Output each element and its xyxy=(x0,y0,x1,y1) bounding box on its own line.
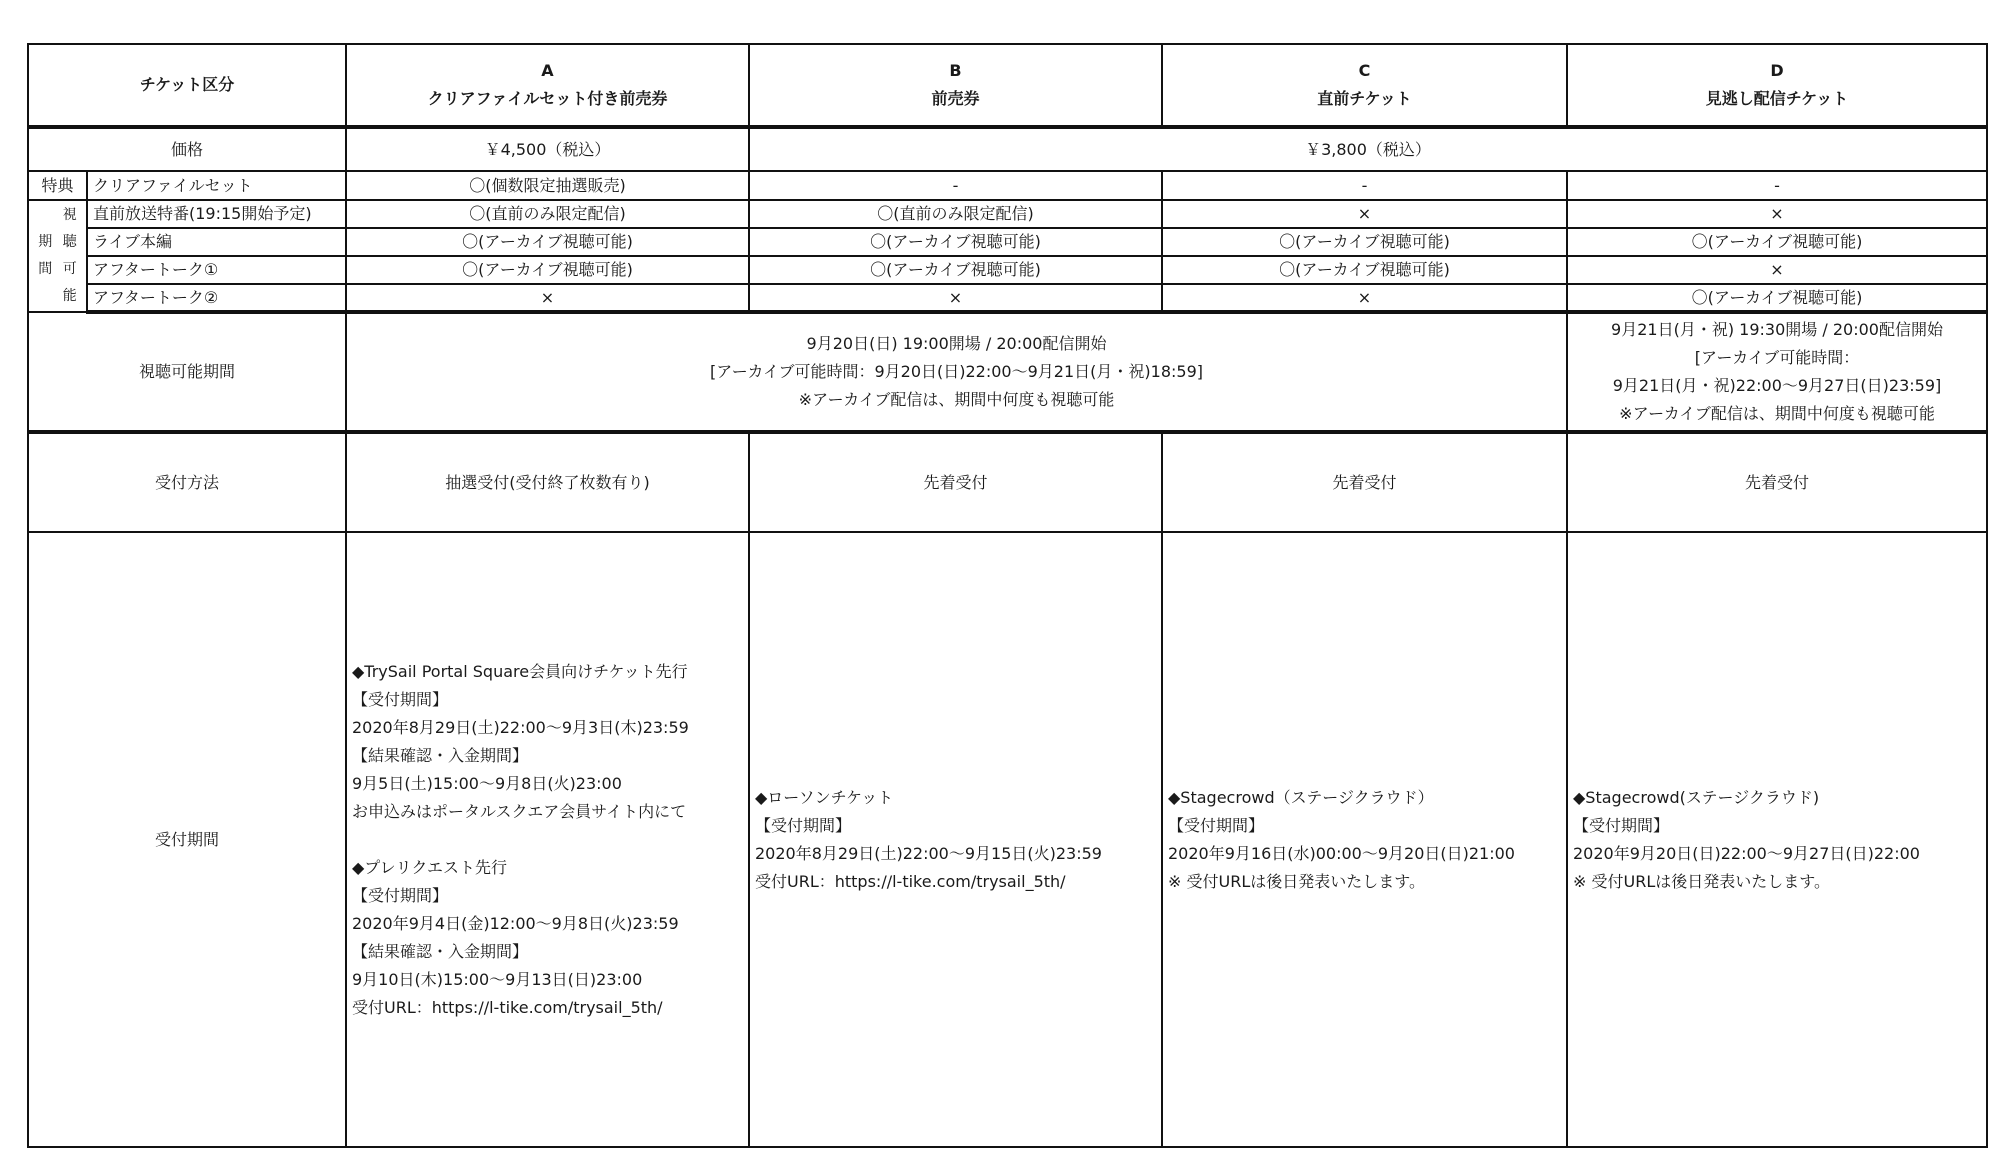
viewable-a: 〇(直前のみ限定配信) xyxy=(346,200,749,228)
bonus-c: - xyxy=(1162,171,1567,200)
header-col-b-letter: B xyxy=(949,61,962,80)
viewable-c: 〇(アーカイブ視聴可能) xyxy=(1162,228,1567,256)
reception-d-line: ◆Stagecrowd(ステージクラウド) xyxy=(1573,787,1820,807)
viewable-d: 〇(アーカイブ視聴可能) xyxy=(1567,284,1987,312)
reception-a-spacer xyxy=(352,826,748,854)
reception-d xyxy=(1567,532,1987,1147)
viewable-b: 〇(アーカイブ視聴可能) xyxy=(749,256,1162,284)
viewable-group-label xyxy=(28,200,87,312)
period-abc-line: 9月20日(日) 19:00開場 / 20:00配信開始 xyxy=(806,334,1107,353)
reception-a-line: 2020年9月4日(金)12:00～9月8日(火)23:59 xyxy=(352,913,679,933)
header-col-d-name: 見逃し配信チケット xyxy=(1705,89,1849,108)
viewable-c: × xyxy=(1162,284,1567,312)
period-row xyxy=(28,312,1987,432)
reception-d-line: 【受付期間】 xyxy=(1573,815,1670,835)
period-abc xyxy=(346,312,1567,432)
reception-a-line: ◆TrySail Portal Square会員向けチケット先行 xyxy=(352,661,688,681)
period-d-line: ※アーカイブ配信は、期間中何度も視聴可能 xyxy=(1619,404,1935,423)
bonus-group-label: 特典 xyxy=(28,171,87,200)
reception-a-line: 受付URL：https://l-tike.com/trysail_5th/ xyxy=(352,997,663,1017)
header-col-a-name: クリアファイルセット付き前売券 xyxy=(427,89,668,108)
reception-a-line: 【結果確認・入金期間】 xyxy=(352,745,529,765)
header-category: チケット区分 xyxy=(28,44,346,127)
method-d: 先着受付 xyxy=(1567,432,1987,532)
period-abc-line: ※アーカイブ配信は、期間中何度も視聴可能 xyxy=(798,390,1115,409)
header-col-c-name: 直前チケット xyxy=(1317,89,1412,108)
header-col-d xyxy=(1567,44,1987,127)
bonus-row xyxy=(28,171,1987,200)
viewable-row xyxy=(28,256,1987,284)
reception-a-line: 2020年8月29日(土)22:00～9月3日(木)23:59 xyxy=(352,717,689,737)
viewable-char-6: 能 xyxy=(62,287,77,304)
header-col-c xyxy=(1162,44,1567,127)
viewable-row xyxy=(28,284,1987,312)
reception-label: 受付期間 xyxy=(28,532,346,1147)
reception-a-line: 【結果確認・入金期間】 xyxy=(352,941,529,961)
viewable-char-4: 間 xyxy=(38,261,53,277)
viewable-b: 〇(直前のみ限定配信) xyxy=(749,200,1162,228)
reception-b-line: 【受付期間】 xyxy=(755,815,852,835)
bonus-item: クリアファイルセット xyxy=(87,171,346,200)
viewable-d: × xyxy=(1567,200,1987,228)
viewable-c: 〇(アーカイブ視聴可能) xyxy=(1162,256,1567,284)
viewable-char-1: 視 xyxy=(62,207,77,224)
bonus-d: - xyxy=(1567,171,1987,200)
method-row xyxy=(28,432,1987,532)
period-d-line: 9月21日(月・祝)22:00～9月27日(日)23:59] xyxy=(1612,376,1942,395)
viewable-row xyxy=(28,228,1987,256)
method-a: 抽選受付(受付終了枚数有り) xyxy=(346,432,749,532)
viewable-a: 〇(アーカイブ視聴可能) xyxy=(346,228,749,256)
period-label: 視聴可能期間 xyxy=(28,312,346,432)
reception-c-line: ◆Stagecrowd（ステージクラウド） xyxy=(1168,787,1434,807)
viewable-item: ライブ本編 xyxy=(87,228,346,256)
method-b: 先着受付 xyxy=(749,432,1162,532)
reception-c-line: ※ 受付URLは後日発表いたします。 xyxy=(1168,871,1425,891)
reception-b-line: 受付URL：https://l-tike.com/trysail_5th/ xyxy=(755,871,1066,891)
viewable-c: × xyxy=(1162,200,1567,228)
viewable-a: 〇(アーカイブ視聴可能) xyxy=(346,256,749,284)
viewable-b: × xyxy=(749,284,1162,312)
viewable-char-5: 可 xyxy=(62,261,77,277)
reception-c-line: 【受付期間】 xyxy=(1168,815,1265,835)
header-col-c-letter: C xyxy=(1358,61,1371,80)
period-abc-line: [アーカイブ可能時間：9月20日(日)22:00～9月21日(月・祝)18:59] xyxy=(710,362,1203,381)
viewable-item: 直前放送特番(19:15開始予定) xyxy=(87,200,346,228)
header-col-a-letter: A xyxy=(541,61,554,80)
reception-b-line: ◆ローソンチケット xyxy=(755,787,894,807)
bonus-a: 〇(個数限定抽選販売) xyxy=(346,171,749,200)
reception-a xyxy=(346,532,749,1147)
method-label: 受付方法 xyxy=(28,432,346,532)
reception-c xyxy=(1162,532,1567,1147)
reception-a-line: 【受付期間】 xyxy=(352,885,449,905)
reception-row xyxy=(28,532,1987,1147)
viewable-d: × xyxy=(1567,256,1987,284)
reception-a-line: 9月10日(木)15:00～9月13日(日)23:00 xyxy=(352,969,643,989)
bonus-b: - xyxy=(749,171,1162,200)
viewable-d: 〇(アーカイブ視聴可能) xyxy=(1567,228,1987,256)
viewable-b: 〇(アーカイブ視聴可能) xyxy=(749,228,1162,256)
reception-d-line: 2020年9月20日(日)22:00～9月27日(日)22:00 xyxy=(1573,843,1920,863)
viewable-char-2: 期 xyxy=(38,234,53,251)
viewable-char-3: 聴 xyxy=(62,234,77,251)
price-a: ￥4,500（税込） xyxy=(346,127,749,171)
header-col-b-name: 前売券 xyxy=(931,89,980,108)
reception-a-line: ◆プレリクエスト先行 xyxy=(352,857,508,877)
header-col-d-letter: D xyxy=(1770,61,1784,80)
period-d-line: [アーカイブ可能時間： xyxy=(1694,348,1860,367)
viewable-row xyxy=(28,200,1987,228)
method-c: 先着受付 xyxy=(1162,432,1567,532)
reception-a-line: お申込みはポータルスクエア会員サイト内にて xyxy=(352,801,687,821)
reception-c-line: 2020年9月16日(水)00:00～9月20日(日)21:00 xyxy=(1168,843,1515,863)
reception-d-line: ※ 受付URLは後日発表いたします。 xyxy=(1573,871,1830,891)
viewable-item: アフタートーク② xyxy=(87,284,346,312)
header-col-b xyxy=(749,44,1162,127)
price-label: 価格 xyxy=(28,127,346,171)
price-bcd: ￥3,800（税込） xyxy=(749,127,1987,171)
header-row xyxy=(28,44,1987,127)
ticket-table xyxy=(27,43,1988,1148)
viewable-item: アフタートーク① xyxy=(87,256,346,284)
reception-a-line: 【受付期間】 xyxy=(352,689,449,709)
viewable-a: × xyxy=(346,284,749,312)
period-d xyxy=(1567,312,1987,432)
header-col-a xyxy=(346,44,749,127)
reception-b xyxy=(749,532,1162,1147)
period-d-line: 9月21日(月・祝) 19:30開場 / 20:00配信開始 xyxy=(1611,320,1943,339)
price-row xyxy=(28,127,1987,171)
reception-a-line: 9月5日(土)15:00～9月8日(火)23:00 xyxy=(352,773,622,793)
reception-b-line: 2020年8月29日(土)22:00～9月15日(火)23:59 xyxy=(755,843,1102,863)
